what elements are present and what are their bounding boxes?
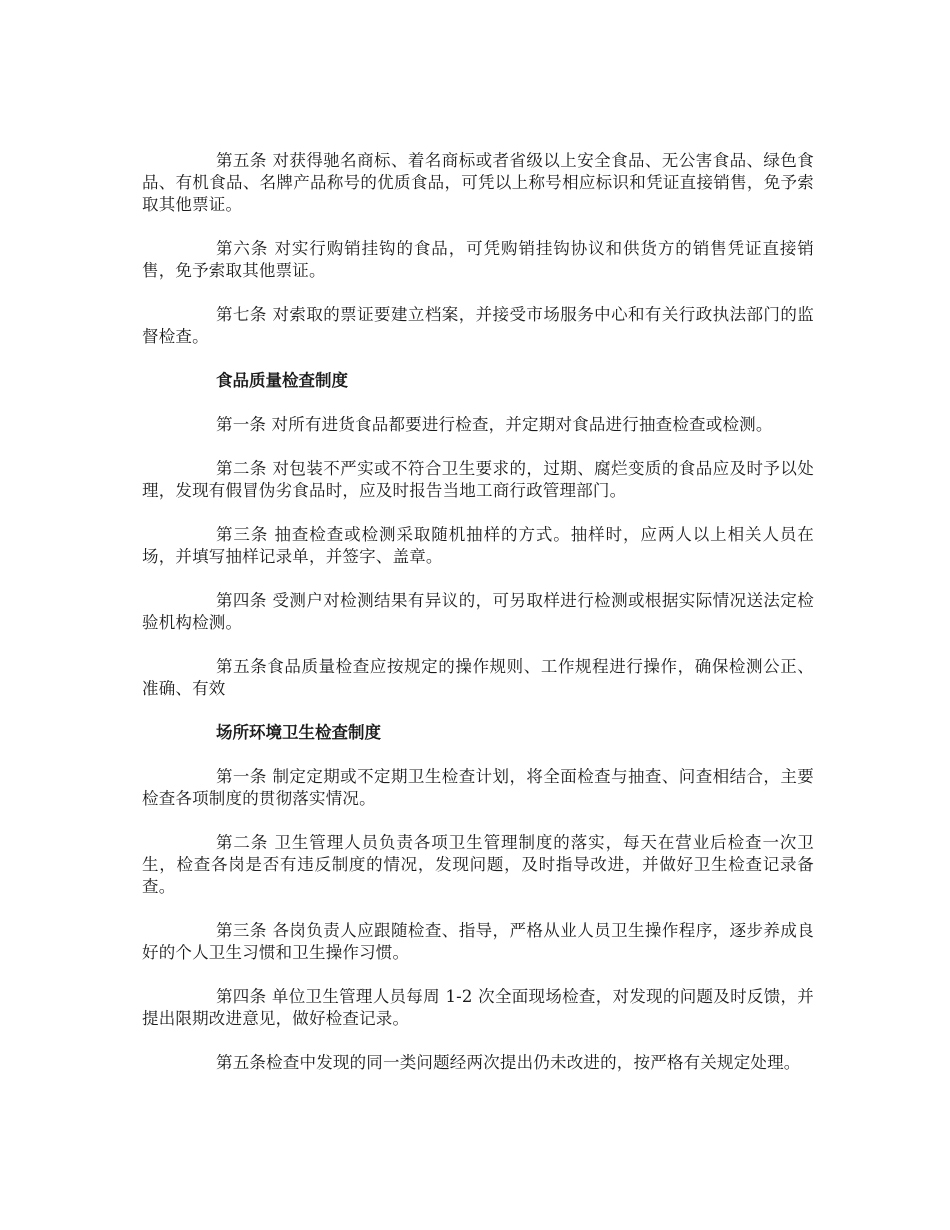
paragraph: 第五条食品质量检查应按规定的操作规则、工作规程进行操作，确保检测公正、准确、有效 — [142, 657, 814, 698]
section-heading: 场所环境卫生检查制度 — [216, 723, 381, 742]
paragraph: 第三条 各岗负责人应跟随检查、指导，严格从业人员卫生操作程序，逐步养成良好的个人卫生习惯和卫生操作习惯。 — [142, 921, 814, 962]
document-page — [142, 150, 814, 1096]
paragraph: 第二条 卫生管理人员负责各项卫生管理制度的落实，每天在营业后检查一次卫生，检查各岗是否有违反制度的情况，发现问题，及时指导改进，并做好卫生检查记录备查。 — [142, 833, 814, 896]
paragraph: 第七条 对索取的票证要建立档案，并接受市场服务中心和有关行政执法部门的监督检查。 — [142, 305, 814, 346]
paragraph: 第六条 对实行购销挂钩的食品，可凭购销挂钩协议和供货方的销售凭证直接销售，免予索取其他票证。 — [142, 239, 814, 280]
paragraph: 第一条 对所有进货食品都要进行检查，并定期对食品进行抽查检查或检测。 — [216, 415, 773, 434]
paragraph: 第三条 抽查检查或检测采取随机抽样的方式。抽样时，应两人以上相关人员在场，并填写抽样记录单，并签字、盖章。 — [142, 525, 814, 566]
paragraph: 第四条 受测户对检测结果有异议的，可另取样进行检测或根据实际情况送法定检验机构检测。 — [142, 591, 814, 632]
paragraph: 第五条 对获得驰名商标、着名商标或者省级以上安全食品、无公害食品、绿色食品、有机食品、名牌产品称号的优质食品，可凭以上称号相应标识和凭证直接销售，免予索取其他票证。 — [142, 151, 814, 214]
paragraph: 第五条检查中发现的同一类问题经两次提出仍未改进的，按严格有关规定处理。 — [216, 1053, 801, 1072]
section-heading: 食品质量检查制度 — [216, 371, 348, 390]
paragraph: 第二条 对包装不严实或不符合卫生要求的，过期、腐烂变质的食品应及时予以处理，发现有假冒伪劣食品时，应及时报告当地工商行政管理部门。 — [142, 459, 814, 500]
paragraph: 第四条 单位卫生管理人员每周 1-2 次全面现场检查，对发现的问题及时反馈，并提出限期改进意见，做好检查记录。 — [142, 987, 814, 1028]
paragraph: 第一条 制定定期或不定期卫生检查计划，将全面检查与抽查、问查相结合，主要检查各项制度的贯彻落实情况。 — [142, 767, 814, 808]
